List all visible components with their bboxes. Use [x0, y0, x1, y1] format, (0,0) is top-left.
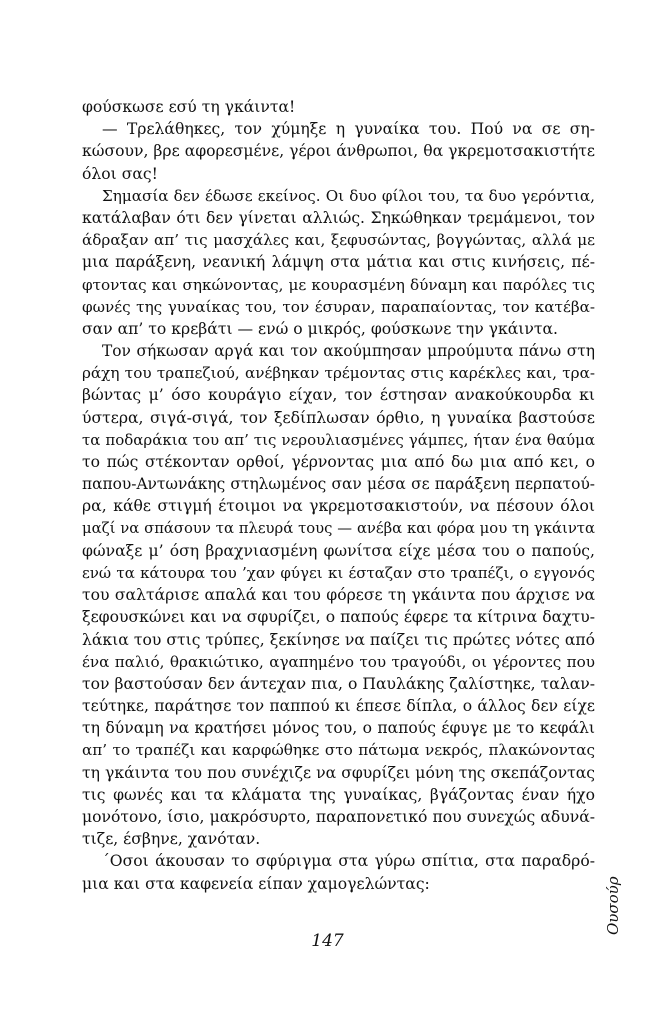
text-line: μονότονο, ίσιο, μακρόσυρτο, παραπονετικό που συνεχώς αδυνά- [82, 808, 595, 826]
text-line: βώντας μ’ όσο κουράγιο είχαν, τον έστησαν ανακούκουρδα κι [82, 386, 595, 405]
text-line: τις φωνές και τα κλάματα της γυναίκας, βγάζοντας έναν ήχο [82, 785, 595, 804]
paragraph [82, 185, 595, 340]
paragraph [82, 96, 595, 118]
text-line: τη δύναμη να κρατήσει μόνος του, ο παπούς έφυγε με το κεφάλι [82, 719, 595, 738]
text-line: φτοντας και σηκώνοντας, με κουρασμένη δύναμη και παρόλες τις [82, 275, 595, 294]
text-line: φούσκωσε εσύ τη γκάιντα! [82, 98, 296, 116]
text-line: — Τρελάθηκες, τον χύμηξε η γυναίκα του. Πού να σε ση- [102, 120, 595, 139]
text-line: μαζί να σπάσουν τα πλευρά τους — ανέβα και φόρα μου τη γκάιντα [82, 519, 595, 537]
text-line: κατάλαβαν ότι δεν γίνεται αλλιώς. Σηκώθηκαν τρεμάμενοι, τον [82, 208, 595, 227]
text-line: ράχη του τραπεζιού, ανέβηκαν τρέμοντας στις καρέκλες και, τρα- [82, 364, 595, 383]
text-line: άδραξαν απ’ τις μασχάλες και, ξεφυσώντας, βογγώντας, αλλά με [82, 231, 595, 250]
text-line: ενώ τα κάτουρα του ’χαν φύγει κι έσταζαν στο τραπέζι, ο εγγονός [82, 563, 595, 582]
text-line: μια παράξενη, νεανική λάμψη στα μάτια και στις κινήσεις, πέ- [82, 253, 595, 272]
text-line: μια και στα καφενεία είπαν χαμογελώντας: [82, 874, 430, 893]
text-line: κώσουν, βρε αφορεσμένε, γέροι άνθρωποι, θα γκρεμοτσακιστήτε [82, 142, 595, 161]
text-line: φώναξε μ’ όση βραχνιασμένη φωνίτσα είχε μέσα του ο παπούς, [82, 541, 595, 560]
text-line: ΄Οσοι άκουσαν το σφύριγμα στα γύρω σπίτια, στα παραδρό- [102, 852, 595, 871]
text-line: τη γκάιντα του που συνέχιζε να σφυρίζει μόνη της σκεπάζοντας [82, 763, 595, 782]
text-line: απ’ το τραπέζι και καρφώθηκε στο πάτωμα νεκρός, πλακώνοντας [82, 741, 595, 760]
text-line: ένα παλιό, θρακιώτικο, αγαπημένο του τραγούδι, οι γέροντες που [82, 652, 595, 671]
text-line: τεύτηκε, παράτησε τον παππού κι έπεσε δίπλα, ο άλλος δεν είχε [82, 697, 595, 716]
text-line: τον βαστούσαν δεν άντεχαν πια, ο Παυλάκης ζαλίστηκε, ταλαν- [82, 674, 595, 693]
running-head: Ουσούρ [604, 876, 622, 935]
text-line: όλοι σας! [82, 164, 158, 183]
text-line: ύστερα, σιγά-σιγά, τον ξεδίπλωσαν όρθιο, η γυναίκα βαστούσε [82, 408, 595, 427]
text-line: Σημασία δεν έδωσε εκείνος. Οι δυο φίλοι του, τα δυο γερόντια, [102, 186, 595, 205]
text-line: ρα, κάθε στιγμή έτοιμοι να γκρεμοτσακιστούν, να πέσουν όλοι [82, 497, 595, 516]
text-line: λάκια του στις τρύπες, ξεκίνησε να παίζει τις πρώτες νότες από [82, 630, 595, 649]
paragraph [82, 340, 595, 850]
text-line: τα ποδαράκια του απ’ τις νερουλιασμένες γάμπες, ήταν ένα θαύμα [82, 430, 595, 449]
text-line: φωνές της γυναίκας του, τον έσυραν, παραπαίοντας, τον κατέβα- [82, 297, 595, 316]
text-line: του σαλτάρισε απαλά και του φόρεσε τη γκάιντα που άρχισε να [82, 586, 595, 605]
text-line: το πώς στέκονταν ορθοί, γέρνοντας μια από δω μια από κει, ο [82, 453, 595, 471]
text-line: παπου-Αντωνάκης στηλωμένος σαν μέσα σε παράξενη περπατού- [82, 475, 595, 494]
page-number: 147 [311, 931, 344, 951]
text-line: ξεφουσκώνει και να σφυρίζει, ο παπούς έφερε τα κίτρινα δαχτυ- [82, 608, 595, 627]
text-line: σαν απ’ το κρεβάτι — ενώ ο μικρός, φούσκωνε την γκάιντα. [82, 319, 558, 338]
paragraph [82, 118, 595, 185]
paragraph [82, 850, 595, 894]
text-line: Τον σήκωσαν αργά και τον ακούμπησαν μπρούμυτα πάνω στη [102, 342, 595, 361]
text-line: τιζε, έσβηνε, χανόταν. [82, 830, 261, 849]
body-text [82, 96, 595, 895]
